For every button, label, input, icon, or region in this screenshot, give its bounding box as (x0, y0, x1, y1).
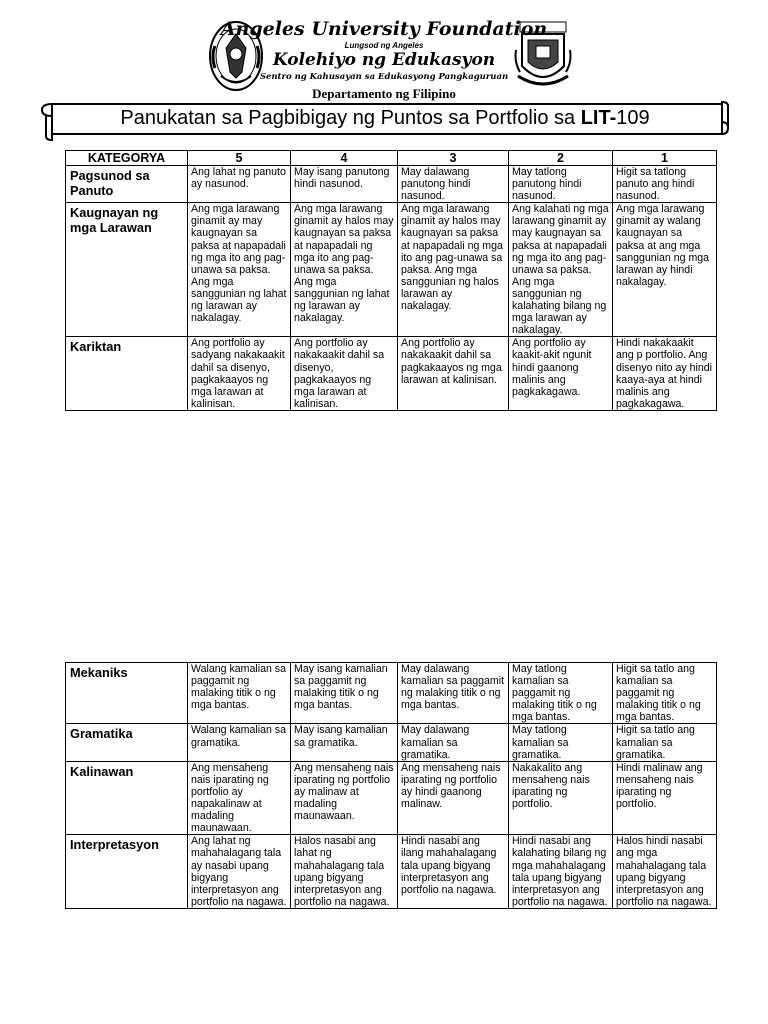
header-score-3: 3 (398, 151, 509, 166)
table-row (66, 663, 717, 724)
table-row (66, 203, 717, 337)
table-row (66, 337, 717, 411)
header-score-5: 5 (188, 151, 291, 166)
table-cell: Ang portfolio ay kaakit-akit ngunit hindi gaanong malinis ang pagkakagawa. (509, 337, 613, 411)
table-cell: Ang mga larawang ginamit ay may kaugnayan sa paksa at napapadali ng mga ito ang pag-unawa sa paksa. Ang mga sanggunian ng lahat ng larawan ay nakalagay. (188, 203, 291, 337)
table-cell: Higit sa tatlo ang kamalian sa paggamit ng malaking titik o ng mga bantas. (613, 663, 717, 724)
table-row (66, 761, 717, 835)
header-score-1: 1 (613, 151, 717, 166)
table-cell: Walang kamalian sa gramatika. (188, 724, 291, 761)
table-cell: May tatlong kamalian sa gramatika. (509, 724, 613, 761)
table-cell: Hindi malinaw ang mensaheng nais iparating ng portfolio. (613, 761, 717, 835)
rubric-table-part2 (65, 662, 717, 909)
table-cell: May tatlong panutong hindi nasunod. (509, 166, 613, 203)
row-category: Kaugnayan ng mga Larawan (66, 203, 188, 337)
header-category: KATEGORYA (66, 151, 188, 166)
header-score-2: 2 (509, 151, 613, 166)
college-name: Kolehiyo ng Edukasyon (272, 50, 496, 70)
row-category: Gramatika (66, 724, 188, 761)
table-cell: Walang kamalian sa paggamit ng malaking titik o ng mga bantas. (188, 663, 291, 724)
table-cell: Ang mga larawang ginamit ay halos may kaugnayan sa paksa at napapadali ng mga ito ang pag-unawa sa paksa. Ang mga sanggunian ng lahat ng larawan ay nakalagay. (291, 203, 398, 337)
table-row (66, 166, 717, 203)
table-cell: May isang kamalian sa paggamit ng malaking titik o ng mga bantas. (291, 663, 398, 724)
title-course-code: LIT- (580, 107, 617, 129)
table-cell: Halos hindi nasabi ang mga mahahalagang tala upang bigyang interpretasyon ang portfolio na nagawa. (613, 835, 717, 909)
table-cell: Ang mensaheng nais iparating ng portfolio ay hindi gaanong malinaw. (398, 761, 509, 835)
table-cell: Ang lahat ng mahahalagang tala ay nasabi upang bigyang interpretasyon ang portfolio na nagawa. (188, 835, 291, 909)
page-title (40, 107, 730, 130)
table-cell: May dalawang kamalian sa gramatika. (398, 724, 509, 761)
table-cell: Ang portfolio ay nakakaakit dahil sa pagkakaayos ng mga larawan at kalinisan. (398, 337, 509, 411)
title-course-number: 109 (616, 107, 650, 129)
table-cell: Ang portfolio ay nakakaakit dahil sa disenyo, pagkakaayos ng mga larawan at kalinisan. (291, 337, 398, 411)
header-score-4: 4 (291, 151, 398, 166)
table-cell: May dalawang panutong hindi nasunod. (398, 166, 509, 203)
table-cell: May isang kamalian sa gramatika. (291, 724, 398, 761)
rubric-table-part1 (65, 150, 717, 411)
table-header-row (66, 151, 717, 166)
table-cell: Halos nasabi ang lahat ng mahahalagang tala upang bigyang interpretasyon ang portfolio na nagawa. (291, 835, 398, 909)
table-cell: Ang mensaheng nais iparating ng portfolio ay napakalinaw at madaling maunawaan. (188, 761, 291, 835)
table-cell: May dalawang kamalian sa paggamit ng malaking titik o ng mga bantas. (398, 663, 509, 724)
table-row (66, 724, 717, 761)
table-cell: May isang panutong hindi nasunod. (291, 166, 398, 203)
table-cell: Nakakalito ang mensaheng nais iparating ng portfolio. (509, 761, 613, 835)
row-category: Pagsunod sa Panuto (66, 166, 188, 203)
title-banner (40, 100, 730, 142)
table-cell: Ang portfolio ay sadyang nakakaakit dahil sa disenyo, pagkakaayos ng mga larawan at kalinisan. (188, 337, 291, 411)
title-prefix: Panukatan sa Pagbibigay ng Puntos sa Portfolio sa (120, 107, 581, 129)
row-category: Kariktan (66, 337, 188, 411)
table-cell: Ang lahat ng panuto ay nasunod. (188, 166, 291, 203)
row-category: Interpretasyon (66, 835, 188, 909)
table-cell: Hindi nasabi ang ilang mahahalagang tala upang bigyang interpretasyon ang portfolio na nagawa. (398, 835, 509, 909)
table-cell: Ang mensaheng nais iparating ng portfolio ay malinaw at madaling maunawaan. (291, 761, 398, 835)
table-cell: Hindi nakakaakit ang p portfolio. Ang disenyo nito ay hindi kaaya-aya at hindi malinis ang pagkakagawa. (613, 337, 717, 411)
table-cell: Ang kalahati ng mga larawang ginamit ay may kaugnayan sa paksa at napapadali ng mga ito ang pag-unawa sa paksa. Ang mga sanggunian ng kalahating bilang ng mga larawan ay nakalagay. (509, 203, 613, 337)
table-row (66, 835, 717, 909)
center-name: Sentro ng Kahusayan sa Edukasyong Pangkaguruan (259, 72, 509, 82)
table-cell: Ang mga larawang ginamit ay walang kaugnayan sa paksa at ang mga sanggunian ng mga larawan ay hindi nakalagay. (613, 203, 717, 337)
table-cell: Higit sa tatlo ang kamalian sa gramatika. (613, 724, 717, 761)
table-cell: May tatlong kamalian sa paggamit ng malaking titik o ng mga bantas. (509, 663, 613, 724)
table-cell: Higit sa tatlong panuto ang hindi nasunod. (613, 166, 717, 203)
department-name: Departamento ng Filipino (312, 86, 456, 101)
row-category: Kalinawan (66, 761, 188, 835)
document-header (0, 0, 768, 102)
table-cell: Hindi nasabi ang kalahating bilang ng mga mahahalagang tala upang bigyang interpretasyon ang portfolio na nagawa. (509, 835, 613, 909)
university-name: Angeles University Foundation (220, 18, 548, 40)
university-city: Lungsod ng Angeles (344, 41, 424, 50)
table-cell: Ang mga larawang ginamit ay halos may kaugnayan sa paksa at napapadali ng mga ito ang pag-unawa sa paksa. Ang mga sanggunian ng halos larawan ay nakalagay. (398, 203, 509, 337)
row-category: Mekaniks (66, 663, 188, 724)
